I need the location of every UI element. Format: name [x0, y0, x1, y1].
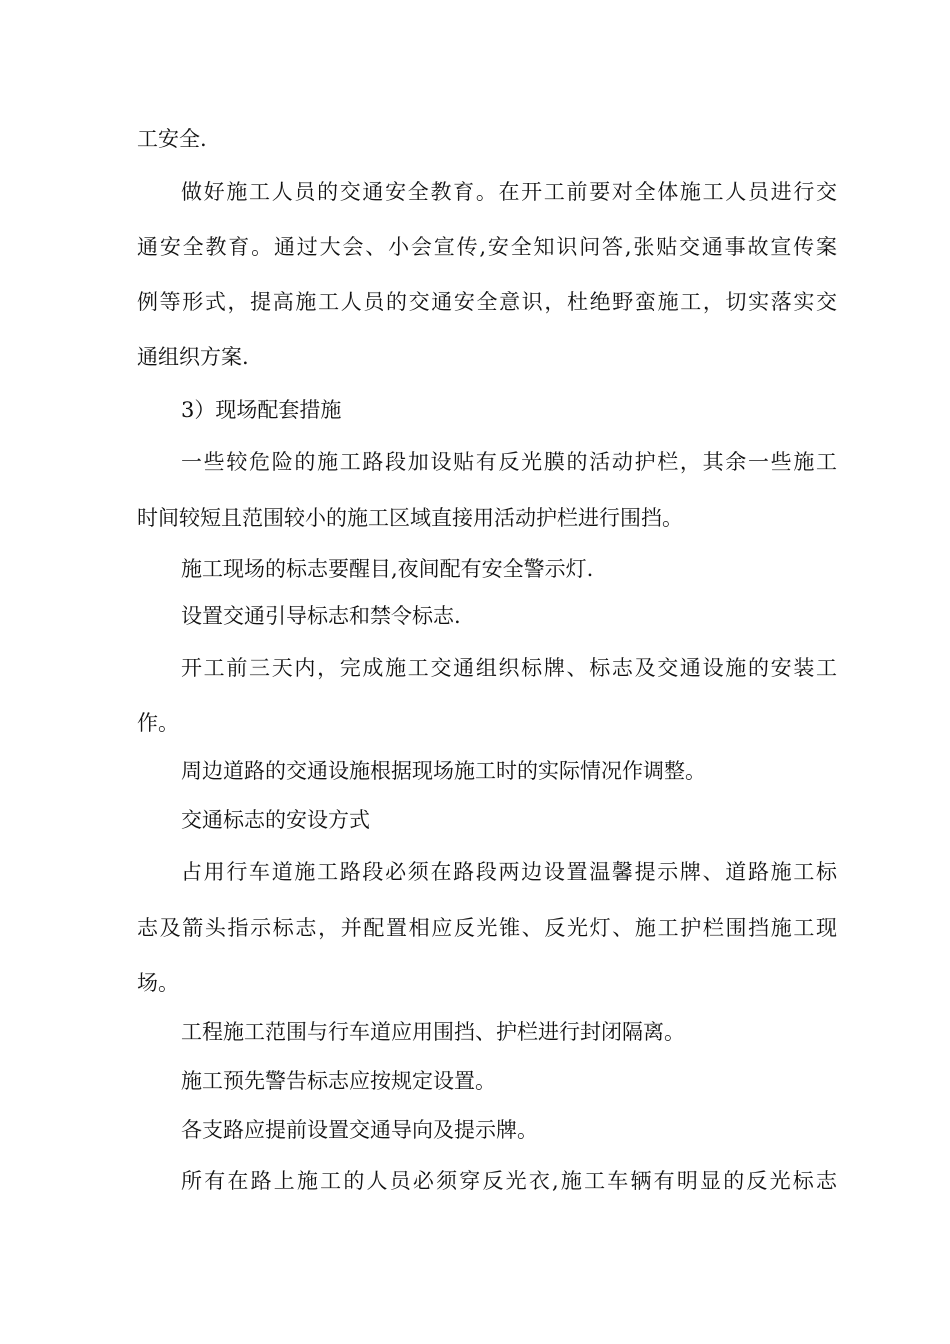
paragraph-line: 各支路应提前设置交通导向及提示牌。	[181, 1118, 538, 1142]
paragraph-line: 通组织方案.	[137, 345, 249, 369]
paragraph-line: 所有在路上施工的人员必须穿反光衣,施工车辆有明显的反光标志	[181, 1169, 837, 1193]
paragraph-line: 通安全教育。通过大会、小会宣传,安全知识问答,张贴交通事故宣传案	[137, 235, 837, 259]
paragraph-line: 开工前三天内，完成施工交通组织标牌、标志及交通设施的安装工	[181, 656, 837, 680]
paragraph-line: 工程施工范围与行车道应用围挡、护栏进行封闭隔离。	[181, 1020, 685, 1044]
paragraph-line: 场。	[137, 971, 179, 995]
paragraph-line: 施工现场的标志要醒目,夜间配有安全警示灯.	[181, 557, 594, 581]
section-heading: 3）现场配套措施	[181, 398, 342, 422]
paragraph-line: 一些较危险的施工路段加设贴有反光膜的活动护栏，其余一些施工	[181, 450, 837, 474]
paragraph-line: 设置交通引导标志和禁令标志.	[181, 604, 461, 628]
paragraph-line: 占用行车道施工路段必须在路段两边设置温馨提示牌、道路施工标	[181, 860, 837, 884]
paragraph-line: 例等形式，提高施工人员的交通安全意识，杜绝野蛮施工，切实落实交	[137, 290, 837, 314]
subsection-heading: 交通标志的安设方式	[181, 808, 370, 832]
paragraph-line: 作。	[137, 711, 179, 735]
text-line-continuation: 工安全.	[137, 127, 207, 151]
paragraph-line: 志及箭头指示标志，并配置相应反光锥、反光灯、施工护栏围挡施工现	[137, 916, 837, 940]
paragraph-line: 周边道路的交通设施根据现场施工时的实际情况作调整。	[181, 759, 706, 783]
paragraph-line: 做好施工人员的交通安全教育。在开工前要对全体施工人员进行交	[181, 180, 837, 204]
paragraph-line: 时间较短且范围较小的施工区域直接用活动护栏进行围挡。	[137, 506, 683, 530]
paragraph-line: 施工预先警告标志应按规定设置。	[181, 1069, 496, 1093]
